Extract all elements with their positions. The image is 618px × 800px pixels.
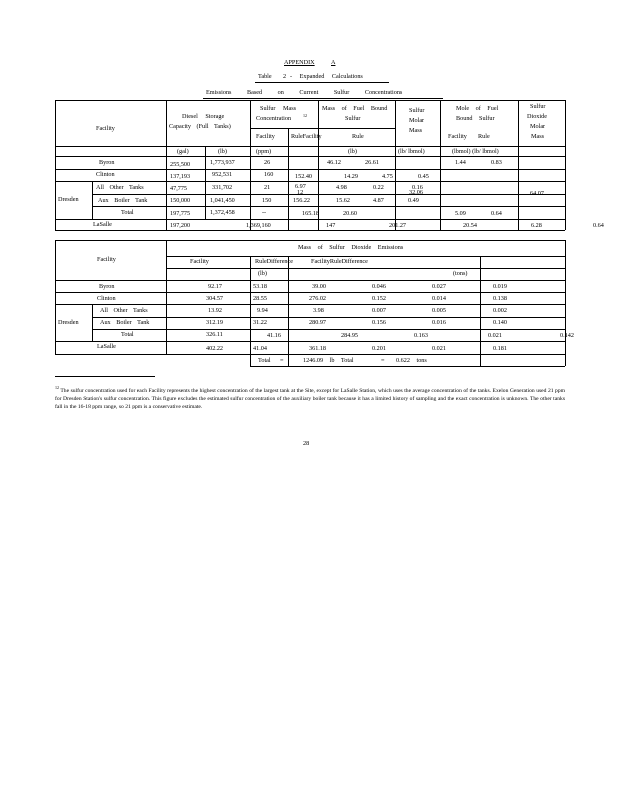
t2-unit-tons: (tons): [453, 270, 468, 277]
cell: 0.021: [488, 332, 502, 339]
cell: 156.22: [293, 197, 311, 204]
row-name: Total: [121, 331, 134, 338]
t2-unit-lb: (lb): [258, 270, 267, 277]
cell: 32.06: [409, 189, 423, 196]
cell: 1,773,937: [210, 159, 235, 166]
cell: 197,775: [170, 210, 191, 217]
cell: 312.19: [206, 319, 224, 326]
cell: 15.62: [336, 197, 350, 204]
t2-sub-rule-diff: RuleDifference: [255, 258, 294, 265]
unit-ppm: (ppm): [256, 148, 272, 155]
cell: 402.22: [206, 345, 224, 352]
cell: 5.09: [455, 210, 466, 217]
cell: 0.021: [432, 345, 446, 352]
cell: 31.22: [253, 319, 267, 326]
cell: 137,193: [170, 173, 191, 180]
col-facility: Facility: [96, 125, 115, 132]
cell: 3.98: [313, 307, 324, 314]
appendix-label: APPENDIX: [284, 59, 315, 66]
grand-total-label: Total: [258, 357, 271, 364]
cell: 0.005: [432, 307, 446, 314]
t2-sub-facility: Facility: [190, 258, 209, 265]
cell: 276.02: [309, 295, 327, 302]
unit-lb: (lb): [218, 148, 227, 155]
col-so2-2: Dioxide: [527, 113, 547, 120]
footnote-text: The sulfur concentration used for each Facility represents the highest concentration of the largest tank at the Site, except for LaSalle Station, which uses the average concentration of the tanks. Exelon Generation used 21 ppm for Dresden Station's sulfur concentration. This figure excludes the estimated sulfur concentration of the auxiliary boiler tank because it has a limited history of sampling and the exact concentration is unknown. The other tanks fall in the 16-18 ppm range, so 21 ppm is a conservative estimate.: [55, 387, 565, 411]
cell: 41.04: [253, 345, 267, 352]
sub-rule-2: Rule: [478, 133, 490, 140]
sub-rule: Rule: [352, 133, 364, 140]
cell: 0.002: [493, 307, 507, 314]
col-mole-2: Bound Sulfur: [456, 115, 495, 122]
col-molar-1: Sulfur: [409, 107, 425, 114]
cell: 41.16: [267, 332, 281, 339]
cell: =: [280, 357, 284, 364]
dresden-label: Dresden: [58, 196, 79, 203]
cell: 201.27: [389, 222, 407, 229]
cell: 0.014: [432, 295, 446, 302]
cell: 361.18: [309, 345, 327, 352]
cell: 4.98: [336, 184, 347, 191]
cell: 20.54: [463, 222, 477, 229]
cell: 0.22: [373, 184, 384, 191]
cell: 1.44: [455, 159, 466, 166]
col-sulfur-1: Sulfur Mass: [260, 105, 297, 112]
cell: 1,041,450: [210, 197, 235, 204]
cell: 14.29: [344, 173, 358, 180]
row-name: Clinton: [96, 171, 115, 178]
cell: 9.94: [257, 307, 268, 314]
cell: 150: [262, 197, 272, 204]
cell: 46.12: [327, 159, 341, 166]
col-mass-1: Mass of Fuel Bound: [322, 105, 388, 112]
col-mass-2: Sulfur: [345, 115, 361, 122]
cell: 284.95: [341, 332, 359, 339]
table-title: - Expanded Calculations: [290, 73, 363, 80]
unit-lb-lbmol: (lb/ lbmol): [398, 148, 425, 155]
cell: 0.027: [432, 283, 446, 290]
unit-lb-2: (lb): [348, 148, 357, 155]
cell: 0.201: [372, 345, 386, 352]
col-storage-2: Capacity (Full Tanks): [169, 123, 231, 130]
cell: 0.64: [593, 222, 604, 229]
cell: =: [381, 357, 385, 364]
cell: 0.181: [493, 345, 507, 352]
cell: 0.45: [418, 173, 429, 180]
cell: 0.046: [372, 283, 386, 290]
cell: 0.16: [412, 184, 423, 191]
sub-facility: Facility: [256, 133, 275, 140]
cell: 0.142: [560, 332, 574, 339]
cell: 0.016: [432, 319, 446, 326]
t2-title: Mass of Sulfur Dioxide Emissions: [298, 244, 404, 251]
cell: 13.92: [208, 307, 222, 314]
col-so2-3: Molar: [530, 123, 546, 130]
cell: 6.97: [295, 183, 306, 190]
cell: 21: [264, 184, 271, 191]
cell: 160: [264, 171, 274, 178]
page-number: 28: [303, 440, 310, 447]
cell: 152.40: [295, 173, 313, 180]
cell: 0.163: [414, 332, 428, 339]
unit-lbmol: (lbmol) (lb/ lbmol): [452, 148, 499, 155]
table-number: 2: [283, 73, 287, 80]
footnote-number: 12: [55, 385, 59, 390]
col-so2-1: Sulfur: [530, 103, 546, 110]
col-mole-1: Mole of Fuel: [456, 105, 499, 112]
grand-total-tons: 0.622 tons: [396, 357, 427, 364]
row-name: Byron: [99, 159, 115, 166]
row-name: Clinton: [97, 295, 116, 302]
cell: 0.007: [372, 307, 386, 314]
sub-rule-facility: RuleFacility: [291, 133, 322, 140]
cell: 4.75: [382, 173, 393, 180]
cell: 165.18: [302, 210, 320, 217]
t2-sub-fac-rule-diff: FacilityRuleDifference: [311, 258, 368, 265]
so2-molar-value: 64.07: [530, 190, 544, 197]
table-subtitle: Emissions Based on Current Sulfur Concentrations: [206, 89, 403, 96]
cell: 0.019: [493, 283, 507, 290]
row-name: All Other Tanks: [100, 307, 148, 314]
col-sulfur-2: Concentration: [256, 115, 292, 122]
cell: 6.28: [531, 222, 542, 229]
cell: 255,500: [170, 161, 191, 168]
appendix-letter: A: [331, 59, 336, 66]
row-name: Aux Boiler Tank: [98, 197, 148, 204]
cell: 20.60: [343, 210, 357, 217]
cell: 12: [297, 189, 304, 196]
cell: 304.57: [206, 295, 224, 302]
row-name: All Other Tanks: [96, 184, 144, 191]
row-name: Aux Boiler Tank: [100, 319, 150, 326]
cell: 280.97: [309, 319, 327, 326]
cell: 147: [326, 222, 336, 229]
col-molar-3: Mass: [409, 127, 423, 134]
unit-gal: (gal): [177, 148, 189, 155]
cell: 326.11: [206, 331, 223, 338]
cell: 1,372,458: [210, 209, 235, 216]
cell: 39.00: [312, 283, 326, 290]
cell: 0.83: [491, 159, 502, 166]
cell: 26.61: [365, 159, 379, 166]
cell: 150,000: [170, 197, 191, 204]
cell: 0.140: [493, 319, 507, 326]
cell: 0.152: [372, 295, 386, 302]
cell: 28.55: [253, 295, 267, 302]
cell: --: [262, 209, 267, 216]
footnote: [55, 384, 565, 412]
cell: 0.138: [493, 295, 507, 302]
t2-col-facility: Facility: [97, 256, 116, 263]
sub-facility-2: Facility: [448, 133, 467, 140]
col-so2-4: Mass: [531, 133, 545, 140]
row-name: Byron: [99, 283, 115, 290]
cell: 53.18: [253, 283, 267, 290]
cell: 952,531: [212, 171, 233, 178]
cell: 331,702: [212, 184, 233, 191]
cell: 0.156: [372, 319, 386, 326]
cell: 0.64: [491, 210, 502, 217]
cell: 4.87: [373, 197, 384, 204]
cell: 26: [264, 159, 271, 166]
row-name: LaSalle: [93, 221, 112, 228]
cell: 92.17: [208, 283, 222, 290]
t2-dresden-label: Dresden: [58, 319, 79, 326]
table-label: Table: [258, 73, 272, 80]
grand-total-lb: 1246.09 lb Total: [303, 357, 354, 364]
col-molar-2: Molar: [409, 117, 425, 124]
cell: 0.49: [408, 197, 419, 204]
footnote-ref: 12: [303, 113, 307, 118]
row-name: Total: [121, 209, 134, 216]
col-storage-1: Diesel Storage: [182, 113, 225, 120]
cell: 1,369,160: [246, 222, 271, 229]
cell: 47,775: [170, 185, 188, 192]
row-name: LaSalle: [97, 343, 116, 350]
cell: 197,200: [170, 222, 191, 229]
